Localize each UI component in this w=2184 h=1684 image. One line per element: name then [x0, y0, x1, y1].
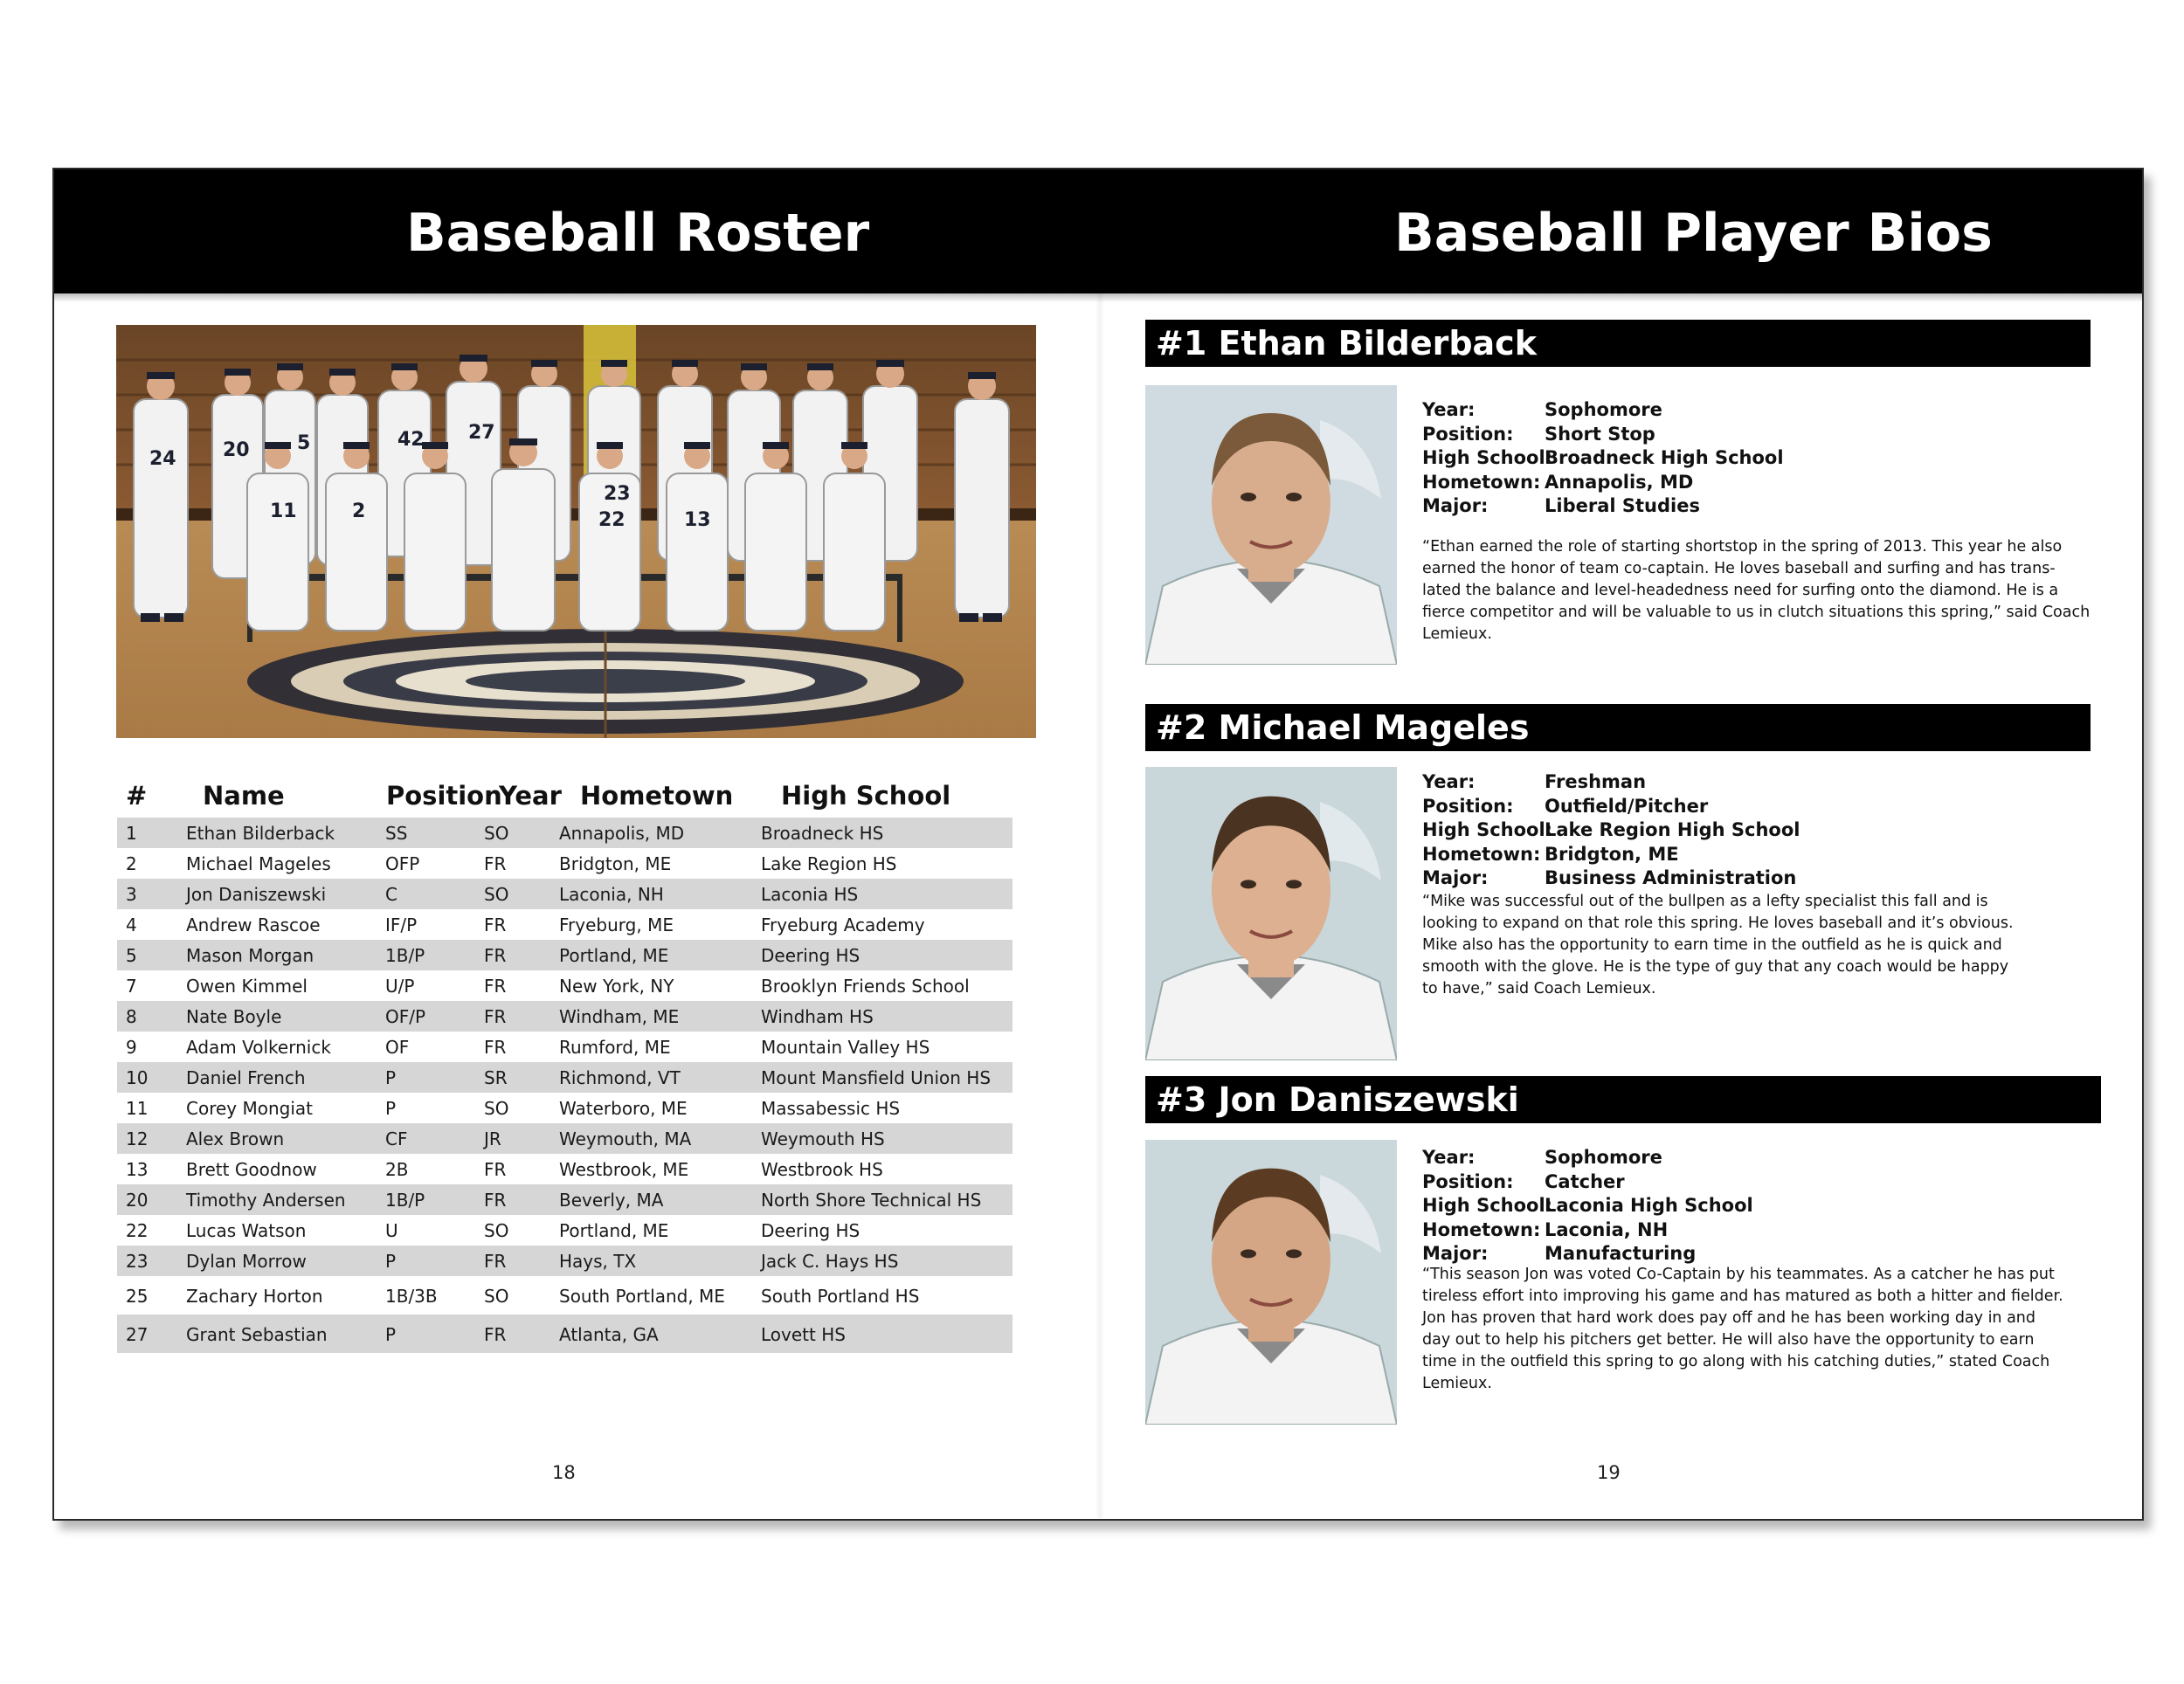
- roster-year: SO: [484, 823, 509, 844]
- roster-position: SS: [385, 823, 408, 844]
- roster-number: 7: [126, 976, 137, 997]
- roster-high-school: Mount Mansfield Union HS: [761, 1067, 992, 1088]
- bio-quote-line: looking to expand on that role this spring. He loves baseball and it’s obvious.: [1422, 914, 2014, 932]
- page-number-right: 19: [1597, 1462, 1621, 1483]
- roster-hometown: Annapolis, MD: [559, 823, 685, 844]
- header-name: Name: [203, 781, 285, 811]
- fact-hometown-value: Annapolis, MD: [1545, 471, 1694, 493]
- roster-row: [117, 1246, 1013, 1276]
- roster-number: 25: [126, 1286, 149, 1307]
- roster-row: [117, 940, 1013, 970]
- fact-hometown-label: Hometown:: [1422, 843, 1541, 865]
- roster-high-school: North Shore Technical HS: [761, 1190, 982, 1211]
- roster-hometown: New York, NY: [559, 976, 674, 997]
- roster-high-school: Jack C. Hays HS: [761, 1251, 899, 1272]
- fact-hometown-label: Hometown:: [1422, 1218, 1541, 1240]
- roster-position: CF: [385, 1128, 408, 1149]
- roster-position: P: [385, 1067, 397, 1088]
- roster-number: 3: [126, 884, 137, 905]
- header-high-school: High School: [781, 781, 951, 811]
- fact-position-value: Outfield/Pitcher: [1545, 795, 1709, 817]
- fact-hometown-value: Bridgton, ME: [1545, 843, 1679, 865]
- jersey-number: 24: [149, 448, 176, 470]
- roster-name: Alex Brown: [186, 1128, 285, 1149]
- roster-position: 1B/3B: [385, 1286, 438, 1307]
- fact-high-school-label: High School:: [1422, 447, 1553, 468]
- roster-number: 11: [126, 1098, 149, 1119]
- bio-quote-line: lated the balance and level-headedness need for surfing onto the diamond. He is a: [1422, 582, 2059, 599]
- roster-high-school: Deering HS: [761, 945, 860, 966]
- roster-number: 1: [126, 823, 137, 844]
- jersey-number: 27: [468, 422, 495, 444]
- roster-number: 12: [126, 1128, 149, 1149]
- roster-row: [117, 1093, 1013, 1123]
- roster-number: 5: [126, 945, 137, 966]
- jersey-number: 2: [352, 500, 366, 522]
- roster-name: Corey Mongiat: [186, 1098, 313, 1119]
- roster-high-school: South Portland HS: [761, 1286, 920, 1307]
- fact-year-label: Year:: [1422, 1147, 1476, 1168]
- bio-quote-line: earned the honor of team co-captain. He loves baseball and surfing and has trans-: [1422, 560, 2056, 577]
- roster-position: P: [385, 1098, 397, 1119]
- fact-high-school-value: Lake Region High School: [1545, 819, 1800, 840]
- roster-name: Nate Boyle: [186, 1006, 282, 1027]
- roster-position: P: [385, 1251, 397, 1272]
- jersey-number: 11: [270, 500, 297, 522]
- bio-quote-line: “Mike was successful out of the bullpen as a lefty specialist this fall and is: [1422, 893, 1988, 910]
- roster-year: SR: [484, 1067, 508, 1088]
- jersey-number: 42: [397, 429, 425, 451]
- yearbook-spread: [52, 168, 2144, 1521]
- bio-quote: [1422, 1264, 2063, 1395]
- fact-major-value: Liberal Studies: [1545, 495, 1700, 516]
- player-portrait: [1145, 385, 1397, 665]
- bio-heading: #1 Ethan Bilderback: [1145, 320, 2091, 367]
- roster-body: [117, 818, 1013, 1353]
- roster-position: C: [385, 884, 397, 905]
- roster-row: [117, 970, 1013, 1001]
- roster-hometown: Westbrook, ME: [559, 1159, 689, 1180]
- roster-high-school: Westbrook HS: [761, 1159, 883, 1180]
- jersey-number: 13: [684, 509, 711, 531]
- roster-row: [117, 1062, 1013, 1093]
- roster-hometown: Waterboro, ME: [559, 1098, 688, 1119]
- roster-year: FR: [484, 914, 507, 935]
- roster-year: SO: [484, 1286, 509, 1307]
- roster-name: Mason Morgan: [186, 945, 314, 966]
- jersey-number: 23: [604, 483, 631, 505]
- roster-number: 20: [126, 1190, 149, 1211]
- fact-year-label: Year:: [1422, 399, 1476, 420]
- roster-position: OFP: [385, 853, 420, 874]
- jersey-number: 5: [297, 432, 311, 454]
- roster-row: [117, 1001, 1013, 1032]
- roster-number: 4: [126, 914, 137, 935]
- roster-row: [117, 879, 1013, 909]
- roster-name: Andrew Rascoe: [186, 914, 321, 935]
- roster-number: 22: [126, 1220, 149, 1241]
- roster-year: FR: [484, 1190, 507, 1211]
- fact-high-school-label: High School:: [1422, 1195, 1553, 1216]
- bio-quote: [1422, 891, 2034, 1000]
- roster-name: Grant Sebastian: [186, 1324, 328, 1345]
- roster-year: SO: [484, 1098, 509, 1119]
- roster-hometown: Beverly, MA: [559, 1190, 664, 1211]
- roster-hometown: Fryeburg, ME: [559, 914, 674, 935]
- roster-position: OF/P: [385, 1006, 426, 1027]
- fact-position-value: Catcher: [1545, 1170, 1625, 1192]
- page-spine: [1095, 293, 1104, 1518]
- header-hometown: Hometown: [580, 781, 734, 811]
- roster-hometown: Portland, ME: [559, 945, 669, 966]
- roster-row: [117, 818, 1013, 848]
- bio-quote-line: time in the outfield this spring to go along with his catching duties,” stated Coach: [1422, 1353, 2050, 1370]
- fact-high-school-value: Laconia High School: [1545, 1195, 1753, 1216]
- roster-row: [117, 848, 1013, 879]
- roster-row: [117, 1315, 1013, 1353]
- roster-name: Timothy Andersen: [186, 1190, 346, 1211]
- roster-name: Michael Mageles: [186, 853, 331, 874]
- roster-position: 1B/P: [385, 945, 425, 966]
- roster-position: 2B: [385, 1159, 409, 1180]
- roster-hometown: Laconia, NH: [559, 884, 664, 905]
- fact-year-label: Year:: [1422, 771, 1476, 792]
- roster-high-school: Mountain Valley HS: [761, 1037, 930, 1058]
- roster-high-school: Lovett HS: [761, 1324, 846, 1345]
- roster-year: JR: [484, 1128, 501, 1149]
- roster-hometown: South Portland, ME: [559, 1286, 725, 1307]
- player-portrait: [1145, 767, 1397, 1060]
- roster-hometown: Hays, TX: [559, 1251, 637, 1272]
- roster-year: FR: [484, 945, 507, 966]
- fact-position-value: Short Stop: [1545, 423, 1655, 445]
- header-bar: [54, 169, 2142, 293]
- fact-position-label: Position:: [1422, 1170, 1514, 1192]
- roster-hometown: Richmond, VT: [559, 1067, 681, 1088]
- roster-position: P: [385, 1324, 397, 1345]
- roster-row: [117, 1123, 1013, 1154]
- fact-high-school-value: Broadneck High School: [1545, 447, 1784, 468]
- bio-quote: [1422, 536, 2091, 645]
- roster-name: Dylan Morrow: [186, 1251, 307, 1272]
- roster-year: SO: [484, 884, 509, 905]
- bio-heading: #3 Jon Daniszewski: [1145, 1076, 2101, 1123]
- roster-year: FR: [484, 976, 507, 997]
- roster-number: 9: [126, 1037, 137, 1058]
- roster-row: [117, 1154, 1013, 1184]
- roster-high-school: Weymouth HS: [761, 1128, 885, 1149]
- roster-high-school: Windham HS: [761, 1006, 874, 1027]
- roster-position: 1B/P: [385, 1190, 425, 1211]
- roster-high-school: Lake Region HS: [761, 853, 897, 874]
- roster-year: FR: [484, 1251, 507, 1272]
- roster-year: FR: [484, 853, 507, 874]
- team-photo-image: [116, 325, 1036, 738]
- roster-name: Daniel French: [186, 1067, 306, 1088]
- roster-name: Jon Daniszewski: [186, 884, 327, 905]
- jersey-number: 22: [598, 509, 625, 531]
- fact-major-value: Business Administration: [1545, 867, 1797, 888]
- bio-quote-line: Mike also has the opportunity to earn time in the outfield as he is quick and: [1422, 936, 2002, 954]
- fact-position-label: Position:: [1422, 423, 1514, 445]
- bio-quote-line: to have,” said Coach Lemieux.: [1422, 980, 1656, 997]
- bio-quote-line: day out to help his pitchers get better. He will also have the opportunity to earn: [1422, 1331, 2035, 1349]
- roster-year: FR: [484, 1037, 507, 1058]
- bio-quote-line: “Ethan earned the role of starting shortstop in the spring of 2013. This year he also: [1422, 538, 2063, 556]
- bio-quote-line: tireless effort into improving his game and has matured as both a hitter and fielder.: [1422, 1287, 2063, 1305]
- roster-high-school: Fryeburg Academy: [761, 914, 925, 935]
- roster-hometown: Atlanta, GA: [559, 1324, 659, 1345]
- bio-quote-line: Lemieux.: [1422, 1375, 1492, 1392]
- bio-quote-line: Lemieux.: [1422, 625, 1492, 643]
- roster-number: 27: [126, 1324, 149, 1345]
- roster-hometown: Rumford, ME: [559, 1037, 671, 1058]
- fact-hometown-value: Laconia, NH: [1545, 1218, 1669, 1240]
- fact-position-label: Position:: [1422, 795, 1514, 817]
- header-number: #: [126, 781, 148, 811]
- roster-high-school: Broadneck HS: [761, 823, 884, 844]
- roster-position: OF: [385, 1037, 410, 1058]
- roster-hometown: Windham, ME: [559, 1006, 680, 1027]
- page-number-left: 18: [552, 1462, 576, 1483]
- roster-high-school: Brooklyn Friends School: [761, 976, 970, 997]
- fact-year-value: Sophomore: [1545, 1147, 1662, 1168]
- fact-year-value: Freshman: [1545, 771, 1647, 792]
- header-year: Year: [499, 781, 562, 811]
- roster-position: U: [385, 1220, 398, 1241]
- roster-number: 23: [126, 1251, 149, 1272]
- roster-high-school: Massabessic HS: [761, 1098, 901, 1119]
- bio-quote-line: smooth with the glove. He is the type of guy that any coach would be happy: [1422, 958, 2009, 976]
- roster-number: 10: [126, 1067, 149, 1088]
- roster-name: Zachary Horton: [186, 1286, 323, 1307]
- roster-position: IF/P: [385, 914, 418, 935]
- roster-header-row: [117, 774, 1013, 818]
- fact-major-label: Major:: [1422, 1243, 1489, 1264]
- roster-hometown: Bridgton, ME: [559, 853, 672, 874]
- roster-name: Owen Kimmel: [186, 976, 308, 997]
- roster-name: Brett Goodnow: [186, 1159, 317, 1180]
- roster-name: Adam Volkernick: [186, 1037, 331, 1058]
- roster-hometown: Weymouth, MA: [559, 1128, 692, 1149]
- roster-row: [117, 1276, 1013, 1315]
- fact-year-value: Sophomore: [1545, 399, 1662, 420]
- roster-year: FR: [484, 1324, 507, 1345]
- fact-major-label: Major:: [1422, 867, 1489, 888]
- bio-heading: #2 Michael Mageles: [1145, 704, 2091, 751]
- bio-quote-line: Jon has proven that hard work does pay off and he has been working day in and: [1422, 1309, 2036, 1327]
- team-photo: [116, 325, 1036, 738]
- roster-row: [117, 1032, 1013, 1062]
- fact-hometown-label: Hometown:: [1422, 471, 1541, 493]
- roster-row: [117, 1184, 1013, 1215]
- roster-high-school: Laconia HS: [761, 884, 859, 905]
- bio-quote-line: “This season Jon was voted Co-Captain by his teammates. As a catcher he has put: [1422, 1266, 2055, 1283]
- header-position: Position: [386, 781, 502, 811]
- roster-year: FR: [484, 1159, 507, 1180]
- roster-row: [117, 1215, 1013, 1246]
- roster-table: [117, 774, 1013, 1353]
- bio-quote-line: fierce competitor and will be valuable to us in clutch situations this spring,” said Coach: [1422, 604, 2091, 621]
- roster-year: SO: [484, 1220, 509, 1241]
- fact-high-school-label: High School:: [1422, 819, 1553, 840]
- bios-page-title: Baseball Player Bios: [1394, 203, 1993, 264]
- roster-name: Ethan Bilderback: [186, 823, 335, 844]
- fact-major-value: Manufacturing: [1545, 1243, 1697, 1264]
- fact-major-label: Major:: [1422, 495, 1489, 516]
- roster-page-title: Baseball Roster: [406, 203, 870, 264]
- roster-high-school: Deering HS: [761, 1220, 860, 1241]
- roster-hometown: Portland, ME: [559, 1220, 669, 1241]
- roster-number: 13: [126, 1159, 149, 1180]
- roster-position: U/P: [385, 976, 415, 997]
- jersey-number: 20: [223, 439, 250, 461]
- roster-number: 8: [126, 1006, 137, 1027]
- roster-year: FR: [484, 1006, 507, 1027]
- roster-number: 2: [126, 853, 137, 874]
- roster-row: [117, 909, 1013, 940]
- roster-name: Lucas Watson: [186, 1220, 307, 1241]
- player-portrait: [1145, 1140, 1397, 1425]
